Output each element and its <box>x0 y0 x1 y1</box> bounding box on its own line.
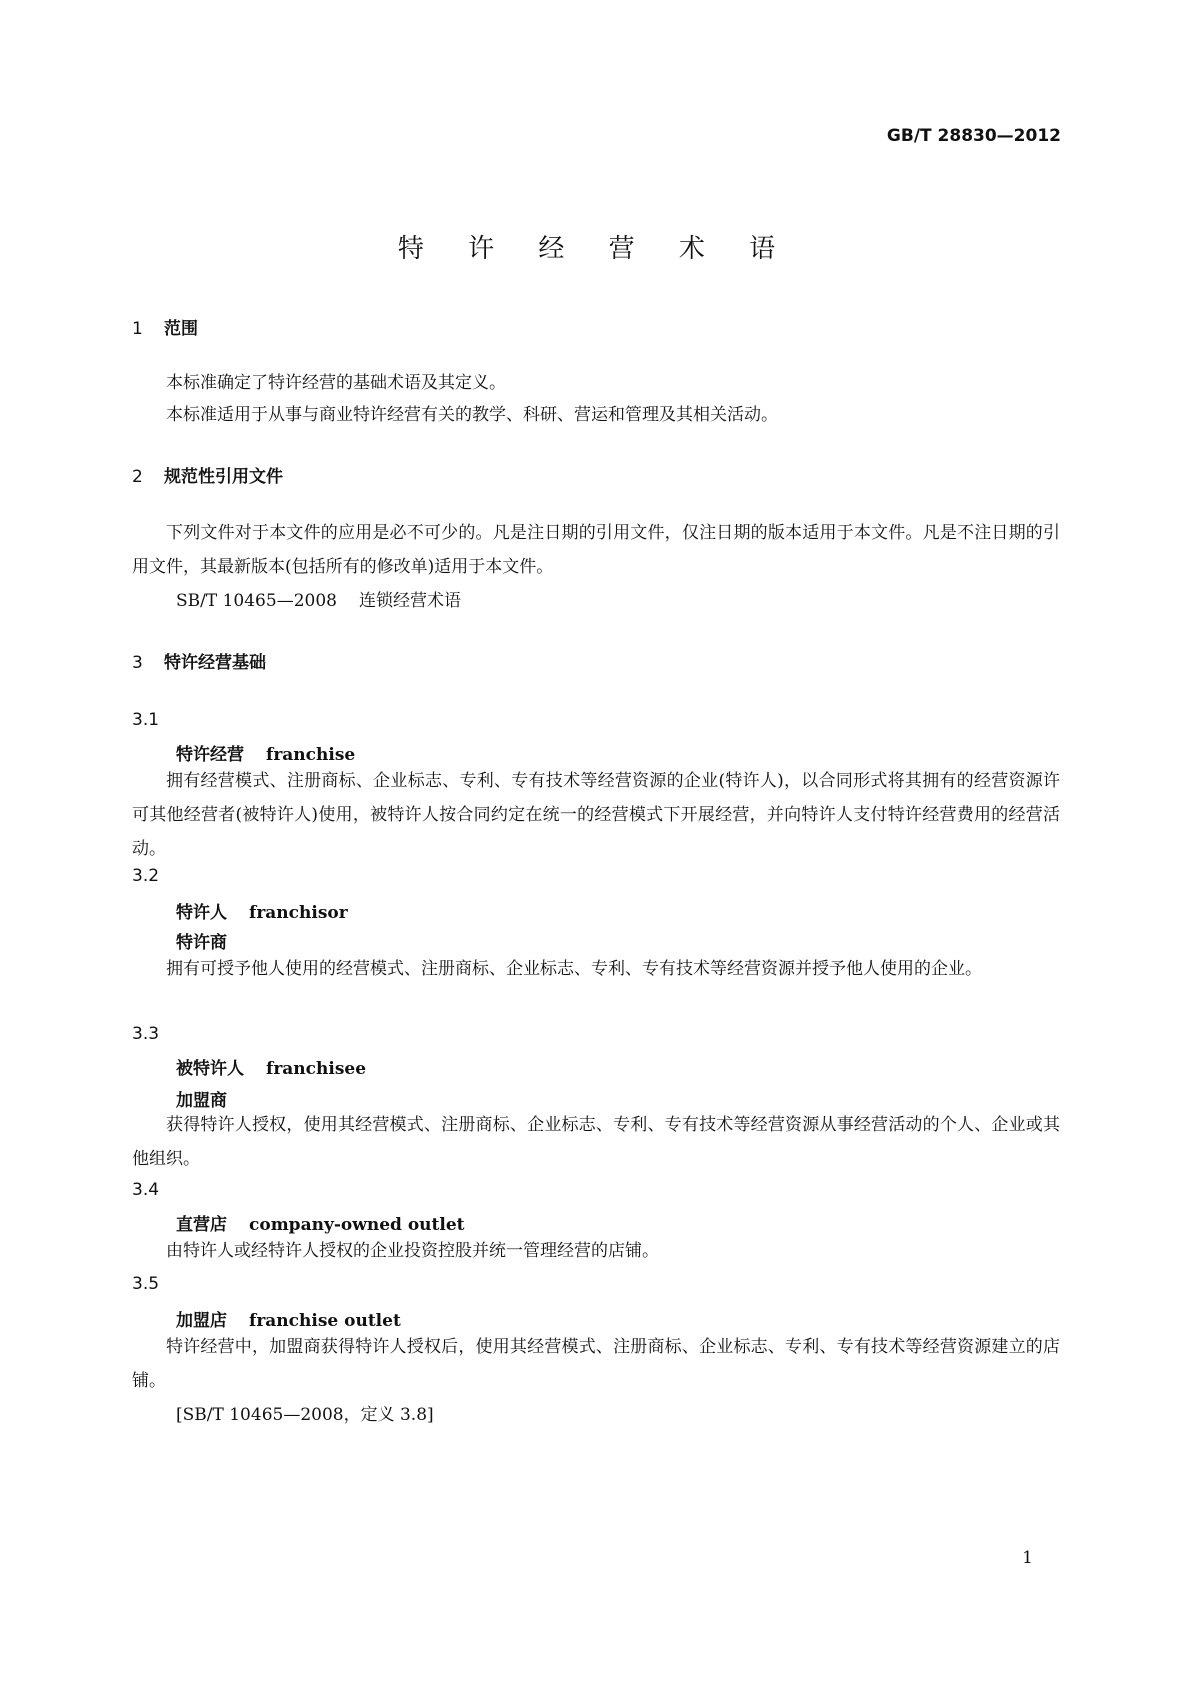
term-number: 3.2 <box>132 866 160 886</box>
section-number: 2 <box>132 467 143 487</box>
reference-code: SB/T 10465—2008 <box>176 591 337 611</box>
term-entry <box>176 740 355 765</box>
term-entry <box>176 1306 401 1331</box>
term-zh: 特许人 <box>176 903 227 923</box>
term-number: 3.3 <box>132 1024 160 1044</box>
section-1-heading <box>132 314 198 339</box>
term-en: franchise outlet <box>249 1311 401 1331</box>
term-number: 3.1 <box>132 710 160 730</box>
term-entry <box>176 1054 366 1079</box>
normative-reference <box>176 586 461 611</box>
section-2-heading <box>132 462 283 487</box>
term-zh: 直营店 <box>176 1215 227 1235</box>
paragraph: 本标准适用于从事与商业特许经营有关的教学、科研、营运和管理及其相关活动。 <box>166 405 778 425</box>
term-definition: 拥有可授予他人使用的经营模式、注册商标、企业标志、专利、专有技术等经营资源并授予他人使用的企业。 <box>166 959 982 979</box>
standard-code: GB/T 28830—2012 <box>886 126 1061 146</box>
reference-title: 连锁经营术语 <box>358 591 461 611</box>
term-alternative <box>176 928 249 953</box>
term-zh: 被特许人 <box>176 1059 244 1079</box>
term-en: franchisor <box>249 903 348 923</box>
term-alt-zh: 加盟商 <box>176 1091 227 1111</box>
term-zh: 特许经营 <box>176 745 244 765</box>
term-entry <box>176 898 348 923</box>
section-number: 1 <box>132 319 143 339</box>
section-title: 范围 <box>164 319 198 339</box>
page-number: 1 <box>1022 1548 1033 1568</box>
term-definition: 特许经营中，加盟商获得特许人授权后，使用其经营模式、注册商标、企业标志、专利、专有技术等经营资源建立的店铺。 <box>132 1337 1060 1391</box>
term-zh: 加盟店 <box>176 1311 227 1331</box>
document-title: 特 许 经 营 术 语 <box>397 234 794 264</box>
term-en: franchisee <box>266 1059 367 1079</box>
section-title: 特许经营基础 <box>164 653 266 673</box>
term-definition: 获得特许人授权，使用其经营模式、注册商标、企业标志、专利、专有技术等经营资源从事经营活动的个人、企业或其他组织。 <box>132 1115 1060 1169</box>
term-definition: 由特许人或经特许人授权的企业投资控股并统一管理经营的店铺。 <box>166 1241 659 1261</box>
section-number: 3 <box>132 653 143 673</box>
section-3-heading <box>132 648 266 673</box>
term-en: franchise <box>266 745 356 765</box>
term-source: [SB/T 10465—2008，定义 3.8] <box>176 1405 434 1425</box>
paragraph: 下列文件对于本文件的应用是必不可少的。凡是注日期的引用文件，仅注日期的版本适用于本文件。凡是不注日期的引用文件，其最新版本(包括所有的修改单)适用于本文件。 <box>132 523 1060 577</box>
term-number: 3.4 <box>132 1180 160 1200</box>
term-entry <box>176 1210 465 1235</box>
term-alt-zh: 特许商 <box>176 933 227 953</box>
paragraph: 本标准确定了特许经营的基础术语及其定义。 <box>166 373 506 393</box>
term-definition: 拥有经营模式、注册商标、企业标志、专利、专有技术等经营资源的企业(特许人)，以合同形式将其拥有的经营资源许可其他经营者(被特许人)使用，被特许人按合同约定在统一的经营模式下开展经营，并向特许人支付特许经营费用的经营活动。 <box>132 771 1060 859</box>
term-en: company-owned outlet <box>249 1215 465 1235</box>
section-title: 规范性引用文件 <box>164 467 283 487</box>
term-number: 3.5 <box>132 1274 160 1294</box>
